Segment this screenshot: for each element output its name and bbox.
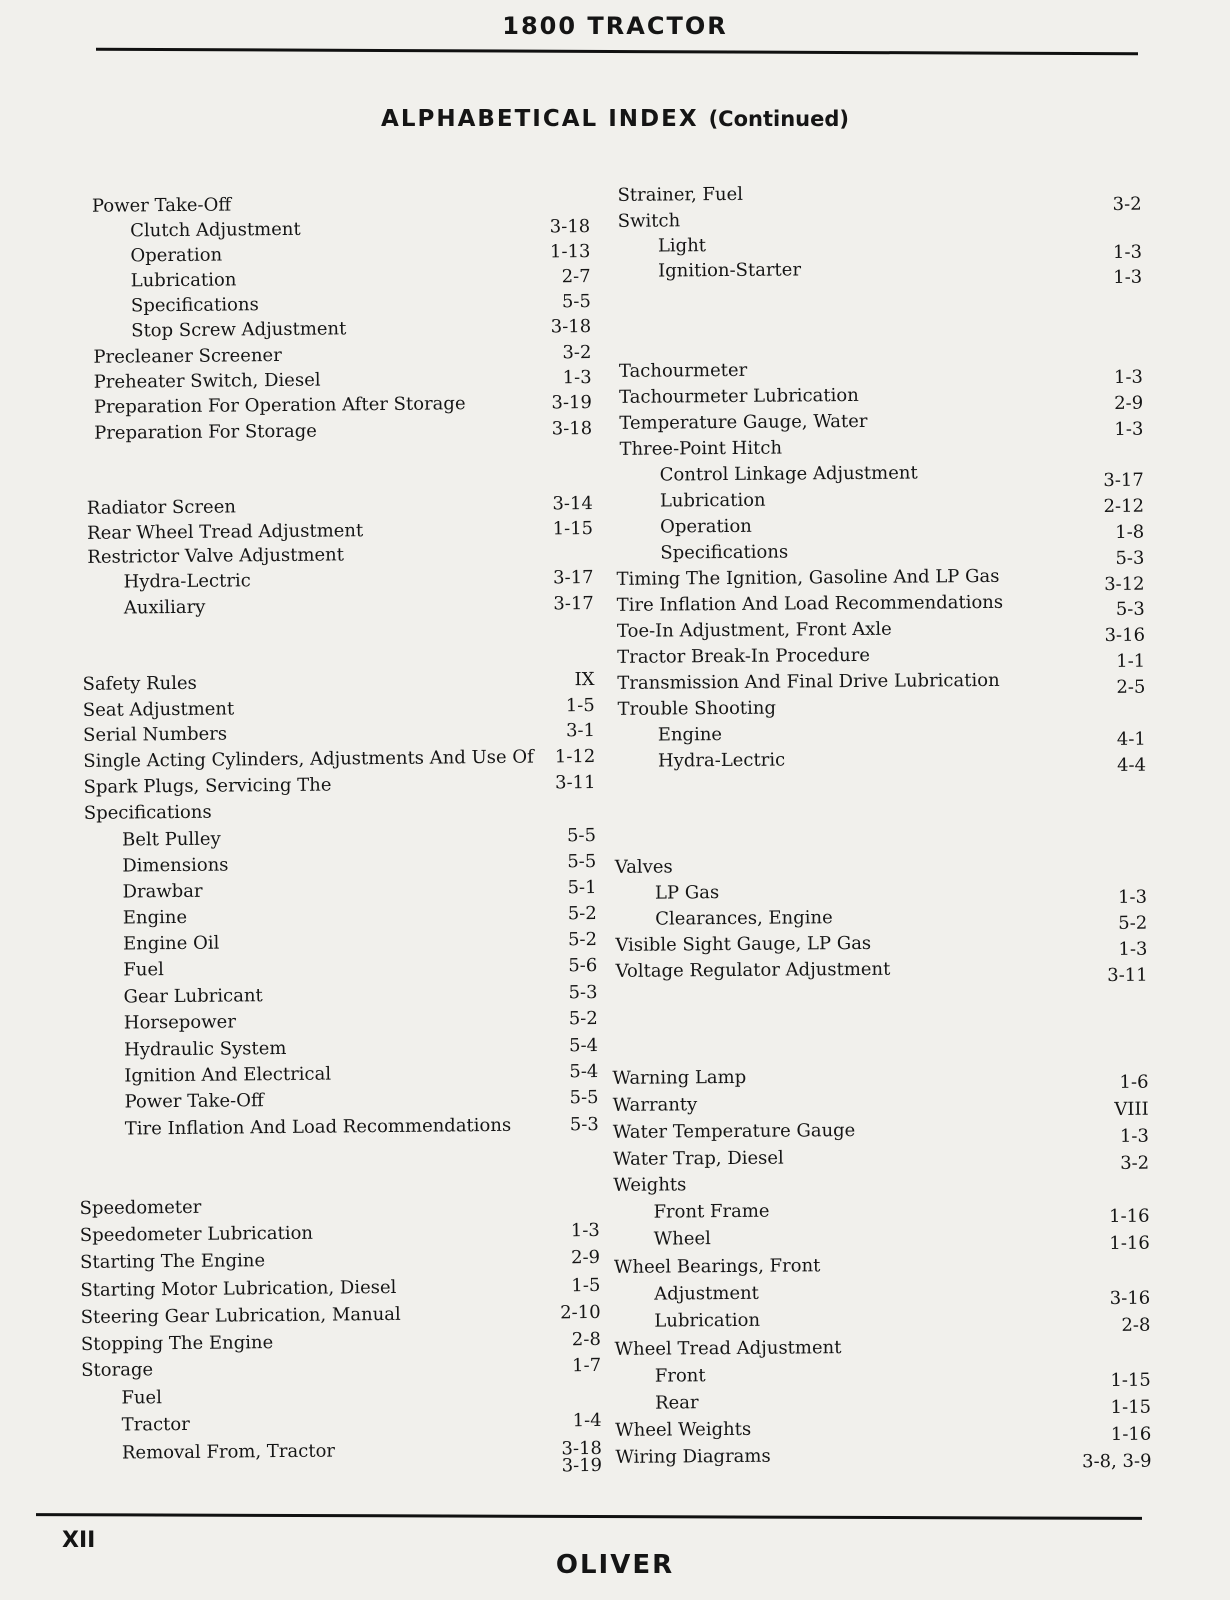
index-entry-page: 2-9: [570, 1246, 601, 1269]
index-entry-page: 4-1: [1116, 728, 1146, 750]
index-entry-topic: Rear: [654, 1392, 699, 1414]
index-title-continued: (Continued): [708, 107, 849, 131]
index-entry: [80, 1218, 600, 1249]
index-entry-page: 3-11: [1107, 964, 1148, 987]
index-entry: [81, 1353, 601, 1384]
index-entry-topic: Water Trap, Diesel: [613, 1147, 784, 1170]
index-entry-page: 3-2: [1112, 193, 1142, 215]
index-entry-topic: Rear Wheel Tread Adjustment: [87, 520, 364, 544]
index-entry-topic: Tractor Break-In Procedure: [617, 644, 871, 668]
index-entry-topic: Stop Screw Adjustment: [131, 318, 347, 342]
index-entry-topic: Hydra-Lectric: [123, 570, 251, 593]
index-entry: [602, 745, 1146, 775]
index-entry-page: 1-3: [1113, 366, 1144, 388]
index-entry-topic: Ignition And Electrical: [124, 1063, 332, 1087]
index-entry-page: 3-17: [553, 592, 594, 615]
index-entry-page: 3-18: [550, 315, 592, 338]
index-entry-topic: Front Frame: [653, 1200, 770, 1223]
index-entry-page: 1-6: [1119, 1071, 1149, 1093]
index-entry-page: 1-3: [1114, 418, 1144, 440]
index-entry: [607, 1441, 1151, 1471]
index-entry-page: IX: [574, 668, 595, 691]
index-entry-page: 5-3: [1115, 547, 1145, 569]
index-entry-topic: Operation: [660, 515, 752, 538]
index-entry: [607, 1387, 1151, 1417]
index-entry-topic: Preparation For Storage: [94, 420, 317, 444]
index-entry-page: 3-1: [565, 719, 596, 742]
index-entry-page: 1-16: [1110, 1423, 1152, 1446]
index-entry-topic: Temperature Gauge, Water: [619, 410, 868, 434]
index-entry-topic: Clutch Adjustment: [130, 218, 301, 242]
index-entry: [607, 1414, 1151, 1444]
index-title-main: ALPHABETICAL INDEX: [381, 106, 699, 132]
index-entry-page: 1-4: [572, 1409, 602, 1432]
index-entry-topic: Preheater Switch, Diesel: [93, 369, 321, 393]
index-entry-page: 3-19: [551, 391, 592, 414]
index-entry-topic: Fuel: [121, 1387, 163, 1409]
index-entry-topic: Engine Oil: [122, 932, 220, 955]
index-entry-topic: Lubrication: [654, 1309, 761, 1332]
index-entry-page: 5-3: [568, 981, 598, 1004]
footer-rule: [36, 1513, 1142, 1520]
index-entry-page: 1-1: [1116, 650, 1146, 672]
index-entry-page: 2-10: [560, 1301, 601, 1324]
index-entry-topic: Light: [657, 235, 707, 257]
index-entry-page: 5-2: [567, 928, 598, 951]
index-entry-topic: Adjustment: [654, 1282, 759, 1305]
index-entry-topic: Single Acting Cylinders, Adjustments And Use Of: [83, 746, 534, 772]
index-entry: [607, 1360, 1151, 1390]
index-entry-topic: Specifications: [130, 294, 259, 317]
index-entry-page: 5-6: [568, 954, 598, 977]
index-entry-page: 5-4: [568, 1034, 599, 1057]
index-entry-topic: Tire Inflation And Load Recommendations: [124, 1114, 512, 1140]
index-entry-topic: Hydraulic System: [123, 1037, 287, 1061]
index-entry-topic: Restrictor Valve Adjustment: [87, 544, 345, 568]
index-entry-page: 5-5: [566, 824, 597, 847]
index-entry: [605, 1196, 1149, 1226]
index-entry-topic: Operation: [130, 244, 223, 267]
index-entry-page: 5-2: [1118, 912, 1148, 934]
index-entry-topic: Horsepower: [123, 1011, 236, 1034]
index-entry-topic: Ignition-Starter: [658, 259, 802, 282]
index-entry-page: 1-3: [1117, 886, 1148, 908]
index-entry-page: 1-3: [1118, 938, 1148, 960]
index-entry-topic: Timing The Ignition, Gasoline And LP Gas: [616, 565, 1000, 590]
page-folio: XII: [62, 1528, 96, 1553]
index-entry-page: 1-15: [1110, 1369, 1151, 1392]
index-entry-topic: Speedometer: [79, 1196, 202, 1219]
index-entry-page: 3-19: [561, 1454, 603, 1477]
index-entry-topic: Belt Pulley: [121, 828, 221, 851]
index-entry-topic: Gear Lubricant: [123, 985, 263, 1008]
index-entry-topic: Removal From, Tractor: [121, 1440, 336, 1464]
index-entry-page: 2-8: [571, 1328, 601, 1351]
index-entry: [79, 1191, 599, 1222]
index-entry-topic: Wiring Diagrams: [615, 1445, 771, 1468]
index-entry-topic: Strainer, Fuel: [617, 183, 744, 206]
index-entry-page: 2-7: [561, 265, 591, 288]
index-entry-page: 2-12: [1103, 495, 1145, 518]
index-entry-topic: Storage: [81, 1359, 154, 1381]
index-entry-page: 1-3: [1113, 266, 1143, 288]
index-entry-page: VIII: [1114, 1098, 1149, 1120]
running-header: 1800 TRACTOR: [502, 12, 728, 40]
index-entry-page: 3-2: [1120, 1152, 1150, 1174]
index-entry-page: 5-2: [568, 1007, 598, 1030]
index-entry: [606, 1251, 1150, 1281]
index-entry-page: 1-15: [1110, 1396, 1152, 1419]
index-entry-topic: Transmission And Final Drive Lubrication: [617, 669, 1000, 694]
index-entry: [81, 1381, 601, 1412]
index-entry-topic: Auxiliary: [123, 596, 206, 619]
index-entry-topic: Front: [654, 1365, 706, 1387]
index-entry-topic: Starting The Engine: [80, 1250, 266, 1273]
index-entry-page: 1-5: [571, 1274, 601, 1297]
index-entry-topic: Switch: [617, 210, 681, 232]
index-entry: [606, 1305, 1150, 1335]
index-entry-page: 3-14: [552, 492, 593, 515]
index-entry-topic: Stopping The Engine: [80, 1332, 274, 1355]
index-entry-topic: Serial Numbers: [82, 723, 228, 746]
index-entry-topic: Warning Lamp: [612, 1066, 747, 1089]
index-entry-topic: Trouble Shooting: [617, 697, 777, 720]
index-entry-page: 3-18: [561, 1437, 603, 1460]
index-entry-topic: Specifications: [660, 541, 789, 564]
index-entry-topic: Valves: [614, 856, 673, 878]
index-entry-page: 5-5: [561, 290, 592, 313]
index-entry: [598, 255, 1143, 288]
index-entry-topic: Tachourmeter Lubrication: [619, 384, 859, 408]
index-entry-topic: Fuel: [123, 959, 164, 981]
index-entry-topic: Control Linkage Adjustment: [659, 462, 918, 486]
index-entry-page: 3-11: [554, 771, 596, 794]
index-entry-page: 3-8, 3-9: [1081, 1450, 1152, 1473]
index-entry-topic: Power Take-Off: [124, 1090, 264, 1113]
index-entry: [78, 1006, 598, 1037]
index-entry-page: 1-12: [554, 745, 596, 768]
index-entry-page: 1-3: [1112, 241, 1143, 263]
index-entry-topic: Wheel Weights: [615, 1418, 752, 1441]
index-entry-page: 1-3: [562, 366, 592, 389]
index-entry-topic: Clearances, Engine: [655, 907, 833, 930]
index-entry: [78, 1085, 598, 1116]
index-entry-page: 5-1: [567, 876, 597, 899]
index-entry-page: 3-16: [1104, 624, 1146, 647]
index-entry-topic: Engine: [657, 724, 723, 746]
index-entry-topic: Radiator Screen: [86, 496, 237, 519]
index-entry-page: 4-4: [1116, 754, 1147, 776]
index-entry-page: 3-18: [549, 215, 591, 238]
index-entry-topic: Wheel Tread Adjustment: [614, 1337, 842, 1360]
index-entry-topic: Specifications: [83, 801, 212, 824]
index-entry-page: 2-8: [1121, 1314, 1151, 1336]
index-entry: [82, 1453, 602, 1484]
index-entry-page: 5-2: [567, 902, 597, 925]
index-entry: [80, 1273, 600, 1304]
index-entry-topic: Tire Inflation And Load Recommendations: [616, 591, 1004, 616]
index-entry-page: 2-9: [1114, 392, 1144, 414]
index-entry-page: 3-12: [1104, 573, 1145, 596]
index-entry-topic: Visible Sight Gauge, LP Gas: [615, 932, 872, 956]
index-entry-topic: Lubrication: [659, 489, 766, 512]
index-entry-page: 1-16: [1109, 1232, 1150, 1255]
index-entry-page: 1-8: [1115, 521, 1145, 543]
index-entry-topic: Tachourmeter: [618, 359, 748, 382]
index-entry: [605, 1116, 1149, 1146]
index-entry-page: 3-18: [551, 417, 593, 440]
index-entry-topic: Wheel Bearings, Front: [613, 1255, 821, 1278]
index-entry: [606, 1223, 1150, 1253]
index-entry-topic: Seat Adjustment: [82, 698, 235, 721]
index-entry-topic: Spark Plugs, Servicing The: [83, 774, 332, 798]
index-entry-topic: Wheel: [653, 1228, 711, 1250]
index-entry: [604, 1062, 1148, 1092]
index-entry-page: 1-13: [549, 240, 591, 263]
index-entry: [74, 591, 594, 622]
footer-brand: OLIVER: [555, 1550, 675, 1580]
index-entry-topic: Three-Point Hitch: [619, 437, 783, 460]
index-entry-topic: Weights: [613, 1174, 687, 1196]
index-entry-page: 2-5: [1116, 676, 1146, 698]
index-entry: [72, 416, 592, 447]
index-entry-page: 5-4: [569, 1060, 599, 1083]
header-rule: [96, 48, 1138, 56]
index-entry-page: 1-5: [565, 694, 595, 717]
index-entry-topic: Power Take-Off: [91, 194, 232, 217]
index-entry-topic: Speedometer Lubrication: [79, 1222, 314, 1246]
index-entry: [76, 796, 596, 827]
index-entry-topic: Steering Gear Lubrication, Manual: [80, 1303, 401, 1328]
index-entry-topic: Preparation For Operation After Storage: [93, 393, 466, 418]
index-entry: [607, 1333, 1151, 1363]
index-entry-page: 5-3: [569, 1113, 599, 1136]
index-entry-page: 3-2: [562, 341, 592, 364]
index-entry-topic: Lubrication: [130, 269, 237, 292]
index-entry: [606, 1278, 1150, 1308]
index-entry-page: 5-5: [569, 1086, 599, 1109]
index-entry-topic: Drawbar: [122, 880, 203, 903]
index-entry-topic: Safety Rules: [82, 672, 197, 695]
index-entry: [80, 1245, 600, 1276]
index-entry: [81, 1300, 601, 1331]
index-entry-page: 1-3: [570, 1219, 600, 1242]
index-entry-topic: Warranty: [612, 1094, 698, 1116]
index-entry-page: 1-3: [1119, 1125, 1150, 1147]
index-entry: [605, 1089, 1149, 1119]
index-entry: [604, 955, 1148, 985]
index-entry-page: 5-5: [567, 850, 597, 873]
index-entry-topic: LP Gas: [654, 882, 720, 904]
index-entry-page: 1-16: [1109, 1205, 1150, 1228]
index-entry-topic: Hydra-Lectric: [657, 749, 786, 772]
index-entry-topic: Water Temperature Gauge: [612, 1119, 856, 1143]
index-entry-topic: Toe-In Adjustment, Front Axle: [616, 618, 892, 642]
index-entry-topic: Engine: [122, 906, 188, 929]
index-entry-page: 3-17: [1103, 469, 1144, 492]
index-entry-page: 3-17: [553, 566, 594, 589]
index-entry: [77, 953, 597, 984]
index-entry: [605, 1169, 1149, 1199]
index-entry-topic: Starting Motor Lubrication, Diesel: [80, 1276, 397, 1301]
index-title: [0, 106, 1230, 132]
index-entry-page: 3-16: [1109, 1287, 1151, 1310]
index-entry-page: 1-7: [572, 1354, 602, 1377]
index-entry-topic: Voltage Regulator Adjustment: [615, 958, 891, 982]
index-entry: [82, 1408, 602, 1439]
index-entry-page: 5-3: [1115, 598, 1145, 620]
index-entry-topic: Tractor: [121, 1413, 190, 1436]
index-entry-topic: Precleaner Screener: [93, 344, 282, 368]
index-entry-page: 1-15: [552, 517, 594, 540]
index-entry: [79, 1112, 599, 1143]
index-entry-topic: Dimensions: [122, 854, 229, 877]
